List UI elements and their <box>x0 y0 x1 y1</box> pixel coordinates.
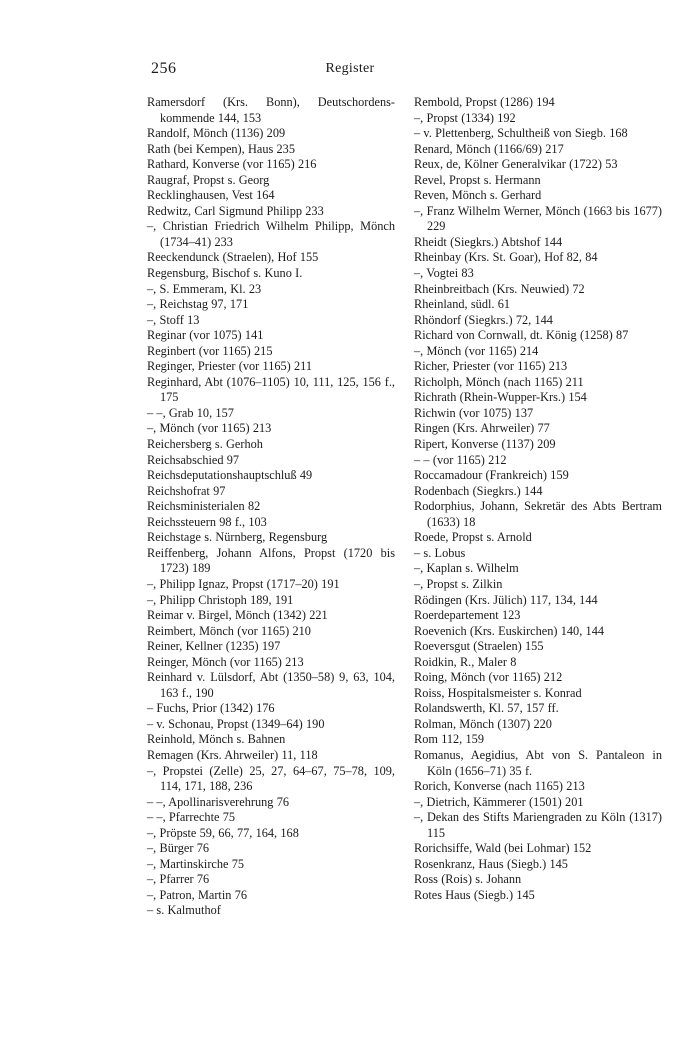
index-entry: Roccamadour (Frankreich) 159 <box>414 468 569 483</box>
index-entry: Reimar v. Birgel, Mönch (1342) 221 <box>147 608 328 623</box>
index-entry: –, Christian Friedrich Wilhelm Philipp, Mönch (1734–41) 233 <box>147 219 395 249</box>
index-entry: –, Philipp Ignaz, Propst (1717–20) 191 <box>147 576 340 591</box>
index-entry: Rodorphius, Johann, Sekretär des Abts Bertram (1633) 18 <box>414 499 662 529</box>
index-entry: Reichshofrat 97 <box>147 483 226 498</box>
index-entry: Rolandswerth, Kl. 57, 157 ff. <box>414 701 559 716</box>
index-entry: Richrath (Rhein-Wupper-Krs.) 154 <box>414 390 587 405</box>
index-entry: –, Dekan des Stifts Mariengraden zu Köln (1317) 115 <box>414 810 662 840</box>
index-entry: Roevenich (Krs. Euskirchen) 140, 144 <box>414 623 604 638</box>
index-entry: Rolman, Mönch (1307) 220 <box>414 716 552 731</box>
index-entry: Rheinbreitbach (Krs. Neuwied) 72 <box>414 281 585 296</box>
index-entry: Reinger, Mönch (vor 1165) 213 <box>147 654 304 669</box>
index-entry: Reimbert, Mönch (vor 1165) 210 <box>147 623 311 638</box>
index-entry: Recklinghausen, Vest 164 <box>147 188 275 203</box>
index-entry: –, Martinskirche 75 <box>147 856 245 871</box>
index-column-right <box>414 95 662 903</box>
index-entry: –, Mönch (vor 1165) 213 <box>147 421 272 436</box>
index-entry: Reux, de, Kölner Generalvikar (1722) 53 <box>414 157 618 172</box>
index-entry: Ramersdorf (Krs. Bonn), Deutschordenskommende 144, 153 <box>147 95 395 125</box>
index-entry: Romanus, Aegidius, Abt von S. Pantaleon in Köln (1656–71) 35 f. <box>414 747 662 778</box>
index-entry: Roerdepartement 123 <box>414 608 521 623</box>
index-entry: Rheidt (Siegkrs.) Abtshof 144 <box>414 234 563 249</box>
index-entry: Reven, Mönch s. Gerhard <box>414 188 542 203</box>
index-entry: Redwitz, Carl Sigmund Philipp 233 <box>147 203 324 218</box>
index-entry: Reinhold, Mönch s. Bahnen <box>147 732 286 747</box>
index-entry: Rheinbay (Krs. St. Goar), Hof 82, 84 <box>414 250 598 265</box>
index-entry: Reichersberg s. Gerhoh <box>147 437 263 452</box>
index-entry: – Fuchs, Prior (1342) 176 <box>147 701 275 716</box>
index-entry: – v. Plettenberg, Schultheiß von Siegb. 168 <box>414 126 628 141</box>
index-entry: Reichsdeputationshauptschluß 49 <box>147 468 313 483</box>
index-entry: Rorich, Konverse (nach 1165) 213 <box>414 779 585 794</box>
index-entry: Richer, Priester (vor 1165) 213 <box>414 359 568 374</box>
index-entry: Reginger, Priester (vor 1165) 211 <box>147 359 313 374</box>
index-entry: Rheinland, südl. 61 <box>414 297 511 312</box>
index-entry: Rhöndorf (Siegkrs.) 72, 144 <box>414 312 553 327</box>
index-column-left <box>147 95 395 919</box>
index-entry: –, S. Emmeram, Kl. 23 <box>147 281 262 296</box>
index-entry: Ripert, Konverse (1137) 209 <box>414 437 556 452</box>
index-entry: Rotes Haus (Siegb.) 145 <box>414 887 535 902</box>
index-entry: –, Vogtei 83 <box>414 266 474 281</box>
index-entry: Ringen (Krs. Ahrweiler) 77 <box>414 421 550 436</box>
index-entry: –, Philipp Christoph 189, 191 <box>147 592 294 607</box>
index-entry: Reiffenberg, Johann Alfons, Propst (1720 bis 1723) 189 <box>147 545 395 576</box>
index-entry: –, Pröpste 59, 66, 77, 164, 168 <box>147 825 299 840</box>
index-entry: Remagen (Krs. Ahrweiler) 11, 118 <box>147 747 318 762</box>
index-entry: Rath (bei Kempen), Haus 235 <box>147 141 295 156</box>
index-entry: Roeversgut (Straelen) 155 <box>414 639 544 654</box>
index-entry: Reinhard v. Lülsdorf, Abt (1350–58) 9, 63, 104, 163 f., 190 <box>147 670 395 700</box>
index-entry: Richard von Cornwall, dt. König (1258) 87 <box>414 328 629 343</box>
index-entry: Ross (Rois) s. Johann <box>414 872 522 887</box>
index-entry: Reginhard, Abt (1076–1105) 10, 111, 125, 156 f., 175 <box>147 374 395 405</box>
page-number: 256 <box>151 60 177 77</box>
index-entry: Rosenkranz, Haus (Siegb.) 145 <box>414 856 568 871</box>
index-entry: Reginar (vor 1075) 141 <box>147 328 264 343</box>
index-entry: Reiner, Kellner (1235) 197 <box>147 639 281 654</box>
index-entry: Rorichsiffe, Wald (bei Lohmar) 152 <box>414 841 592 856</box>
index-entry: –, Stoff 13 <box>147 312 200 327</box>
index-entry: Reginbert (vor 1165) 215 <box>147 343 273 358</box>
index-entry: Reichssteuern 98 f., 103 <box>147 514 267 529</box>
index-entry: Renard, Mönch (1166/69) 217 <box>414 141 564 156</box>
index-entry: Revel, Propst s. Hermann <box>414 172 541 187</box>
index-entry: –, Propst s. Zilkin <box>414 576 503 591</box>
index-entry: –, Patron, Martin 76 <box>147 887 247 902</box>
index-entry: –, Bürger 76 <box>147 841 209 856</box>
index-entry: Reeckendunck (Straelen), Hof 155 <box>147 250 319 265</box>
index-entry: Roing, Mönch (vor 1165) 212 <box>414 670 563 685</box>
index-entry: Rathard, Konverse (vor 1165) 216 <box>147 157 317 172</box>
index-entry: Rodenbach (Siegkrs.) 144 <box>414 483 543 498</box>
index-entry: –, Kaplan s. Wilhelm <box>414 561 519 576</box>
index-entry: –, Reichstag 97, 171 <box>147 297 249 312</box>
index-entry: – s. Lobus <box>414 545 466 560</box>
index-entry: – –, Apollinarisverehrung 76 <box>147 794 289 809</box>
index-entry: Richwin (vor 1075) 137 <box>414 405 534 420</box>
index-entry: Richolph, Mönch (nach 1165) 211 <box>414 374 584 389</box>
running-head: Register <box>325 61 375 76</box>
index-entry: Rödingen (Krs. Jülich) 117, 134, 144 <box>414 592 598 607</box>
index-entry: Rom 112, 159 <box>414 732 484 747</box>
index-entry: – – (vor 1165) 212 <box>414 452 507 467</box>
index-entry: –, Franz Wilhelm Werner, Mönch (1663 bis 1677) 229 <box>414 203 662 234</box>
index-entry: –, Propst (1334) 192 <box>414 110 516 125</box>
index-entry: Roidkin, R., Maler 8 <box>414 654 517 669</box>
index-entry: –, Mönch (vor 1165) 214 <box>414 343 539 358</box>
index-entry: – –, Pfarrechte 75 <box>147 810 236 825</box>
index-entry: Raugraf, Propst s. Georg <box>147 172 270 187</box>
index-entry: – –, Grab 10, 157 <box>147 405 234 420</box>
index-entry: –, Propstei (Zelle) 25, 27, 64–67, 75–78, 109, 114, 171, 188, 236 <box>147 763 395 794</box>
index-entry: Reichsministerialen 82 <box>147 499 261 514</box>
index-entry: – s. Kalmuthof <box>147 903 221 918</box>
index-entry: –, Pfarrer 76 <box>147 872 210 887</box>
index-entry: Randolf, Mönch (1136) 209 <box>147 126 286 141</box>
index-entry: Regensburg, Bischof s. Kuno I. <box>147 266 303 281</box>
index-entry: Roede, Propst s. Arnold <box>414 530 532 545</box>
index-entry: Rembold, Propst (1286) 194 <box>414 95 555 109</box>
index-entry: Roiss, Hospitalsmeister s. Konrad <box>414 685 582 700</box>
index-entry: Reichsabschied 97 <box>147 452 240 467</box>
index-entry: – v. Schonau, Propst (1349–64) 190 <box>147 716 325 731</box>
index-entry: Reichstage s. Nürnberg, Regensburg <box>147 530 328 545</box>
index-entry: –, Dietrich, Kämmerer (1501) 201 <box>414 794 584 809</box>
